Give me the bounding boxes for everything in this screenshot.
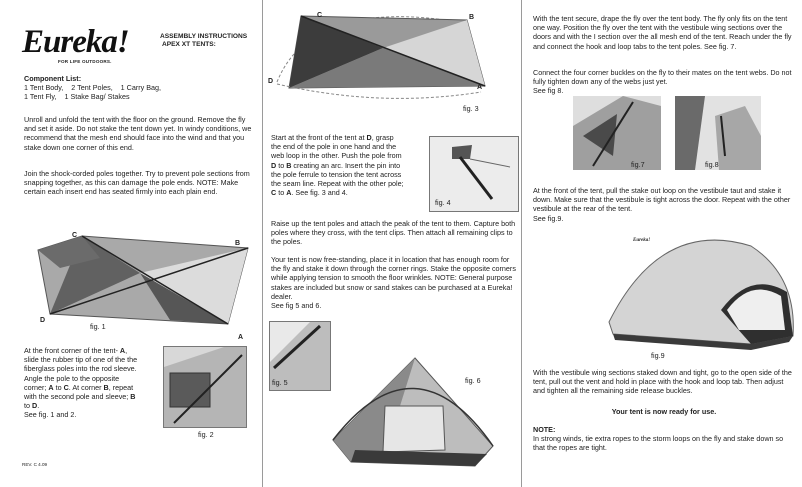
arc-line6: the seam line. Repeat with the other pole; [271, 179, 404, 189]
step3-line4: Angle the pole to the opposite [24, 373, 120, 383]
column-middle [263, 0, 521, 487]
component-list [24, 74, 254, 102]
figure-9-finished-tent [601, 226, 797, 350]
step3-label-a2: A [48, 382, 54, 392]
fig1-caption: fig. 1 [90, 322, 106, 331]
figure-9-illustration [601, 226, 797, 350]
step3-line8: See fig. 1 and 2. [24, 410, 77, 420]
step3-line1: At the front corner of the tent- [24, 346, 120, 355]
component-list-title: Component List: [24, 74, 82, 83]
figure-3-pole-arc [271, 8, 493, 106]
step-vent-buckles: With the vestibule wing sections staked down and tight, go to the open side of the tent, pull out the vent and hold in place with the hook and loop tab. Then adjust and tighten all the remaining side release buckles. [533, 368, 792, 396]
step3-line7a: to [24, 401, 32, 411]
fig1-corner-a: A [238, 334, 244, 341]
revision-code: REV. C 4.09 [22, 462, 48, 467]
arc-label-a: A [286, 188, 292, 198]
figure-3-illustration [271, 8, 493, 106]
fig4-caption: fig. 4 [435, 198, 451, 207]
step3-label-b2: B [130, 392, 136, 402]
figure-8-illustration [675, 96, 761, 170]
step3-line3: fiberglass poles into the rod sleeve. [24, 364, 137, 374]
header-line2: APEX XT TENTS: [162, 41, 216, 48]
step3-line5c: to [53, 382, 64, 392]
column-divider-right [521, 0, 522, 487]
page-header [160, 33, 247, 49]
step3-label-a1: A [119, 346, 126, 355]
step-unroll: Unroll and unfold the tent with the floor on the ground. Remove the fly and set it aside. Do not stake the tent down yet. In windy conditions, we recommend that the mesh end should face into the wind and that you stake down one corner of this end. [24, 115, 252, 152]
figure-1-illustration [20, 228, 256, 333]
figure-2-rod-sleeve [163, 346, 247, 428]
arc-line2: the end of the pole in one hand and the [271, 142, 397, 152]
fig5-caption: fig. 5 [272, 378, 288, 387]
header-line1: ASSEMBLY INSTRUCTIONS [160, 33, 248, 40]
step-drape-fly: With the tent secure, drape the fly over the tent body. The fly only fits on the tent one way. Position the fly over the tent with the vestibule wing sections over the doors and with the I section over the all mesh end of the tent. Reach under the fly and connect the hook and loop tabs to the tent poles. See fig. 7. [533, 14, 792, 51]
step-arc-poles [271, 133, 431, 197]
step-stake-corners: Your tent is now free-standing, place it in location that has enough room for the fly and stake it down through the corner rings. Stake the opposite corners while applying tension to smooth the floor wrinkles. NOTE: General purpose stakes are included but snow or sand stakes can be purchased at a Eureka! dealer. See fig 5 and 6. [271, 255, 516, 311]
column-right [523, 0, 802, 487]
arc-line3: web loop in the other. Push the pole from [271, 151, 402, 161]
fig2-caption: fig. 2 [198, 430, 214, 439]
step-join-poles: Join the shock-corded poles together. Try to prevent pole sections from snapping together, as this can damage the pole ends. NOTE: Make certain each insert end has seated firmly into each plain end. [24, 169, 250, 197]
fig1-corner-b: B [235, 240, 241, 247]
arc-line7b: to [276, 188, 287, 198]
fig8-caption: fig.8 [705, 160, 719, 169]
step3-line5e: . At corner [68, 382, 104, 392]
fig3-corner-d: D [268, 78, 274, 85]
arc-line1c: , grasp [371, 133, 394, 142]
note-text: In strong winds, tie extra ropes to the storm loops on the fly and stake down so that the ropes are tight. [533, 434, 784, 453]
brand-logo: Eureka! [22, 24, 129, 60]
arc-label-d2: D [271, 160, 277, 170]
arc-line7d: . See fig. 3 and 4. [291, 188, 348, 198]
step3-line5a: corner; [24, 382, 49, 392]
fig1-corner-d: D [40, 317, 46, 324]
fig7-caption: fig.7 [631, 160, 645, 169]
fig6-caption: fig. 6 [465, 376, 481, 385]
fig3-corner-b: B [469, 14, 475, 21]
step3-label-c: C [63, 382, 69, 392]
fig1-corner-c: C [72, 232, 78, 239]
arc-label-d1: D [366, 133, 372, 142]
fig9-caption: fig.9 [651, 351, 665, 360]
step3-line5g: , repeat [108, 382, 134, 392]
figure-2-illustration [164, 347, 246, 427]
step-raise-poles: Raise up the tent poles and attach the peak of the tent to them. Capture both poles where they cross, with the tent clips. Then attach all remaining clips to the poles. [271, 219, 516, 247]
arc-line4d: creating an arc. Insert the pin into [291, 160, 401, 170]
figure-6-illustration [325, 344, 507, 470]
arc-label-c: C [271, 188, 277, 198]
step3-label-b: B [103, 382, 109, 392]
component-list-line1: 1 Tent Body, 2 Tent Poles, 1 Carry Bag, [24, 83, 162, 93]
brand-tagline: FOR LIFE OUTDOORS. [58, 59, 112, 64]
ready-message: Your tent is now ready for use. [611, 407, 717, 416]
note-title: NOTE: [533, 425, 556, 434]
fig3-corner-c: C [317, 12, 323, 19]
figure-8-buckle [675, 96, 761, 170]
component-list-line2: 1 Tent Fly, 1 Stake Bag/ Stakes [24, 92, 130, 102]
figure-6-standing-tent [325, 344, 507, 470]
column-left [0, 0, 262, 487]
fig9-tent-logo: Eureka! [633, 238, 651, 243]
arc-line1a: Start at the front of the tent at [271, 133, 367, 142]
arc-line5: the pole ferrule to tension the tent across [271, 169, 402, 179]
figure-7-hook-loop [573, 96, 661, 170]
figure-7-illustration [573, 96, 661, 170]
step3-line2: slide the rubber tip of one of the the [24, 355, 138, 365]
arc-line4b: to [276, 160, 287, 170]
fig3-caption: fig. 3 [463, 104, 479, 113]
step3-line6a: with the second pole and sleeve; [24, 392, 131, 402]
step-rod-sleeve: At the front corner of the tent- A, slide the rubber tip of one of the the fiberglass poles into the rod sleeve. Angle the pole to the opposite corner; A to C. At corner B, repeat with the second pole and sleeve; B to D. See fig. 1 and 2. [24, 346, 164, 420]
step3-label-d: D [32, 401, 38, 411]
arc-label-b: B [286, 160, 292, 170]
fig3-corner-a: A [477, 84, 483, 91]
step-corner-buckles: Connect the four corner buckles on the fly to their mates on the tent webs. Do not fully tighten down any of the webs just yet. See fig 8. [533, 68, 792, 96]
step3-line7c: . [37, 401, 40, 411]
step-stake-vestibule: At the front of the tent, pull the stake out loop on the vestibule taut and stake it down. Make sure that the vestibule is tight across the door. Repeat with the other vestibule at the rear of the tent. See fig.9. [533, 186, 791, 223]
figure-1-tent-floor [20, 228, 256, 333]
